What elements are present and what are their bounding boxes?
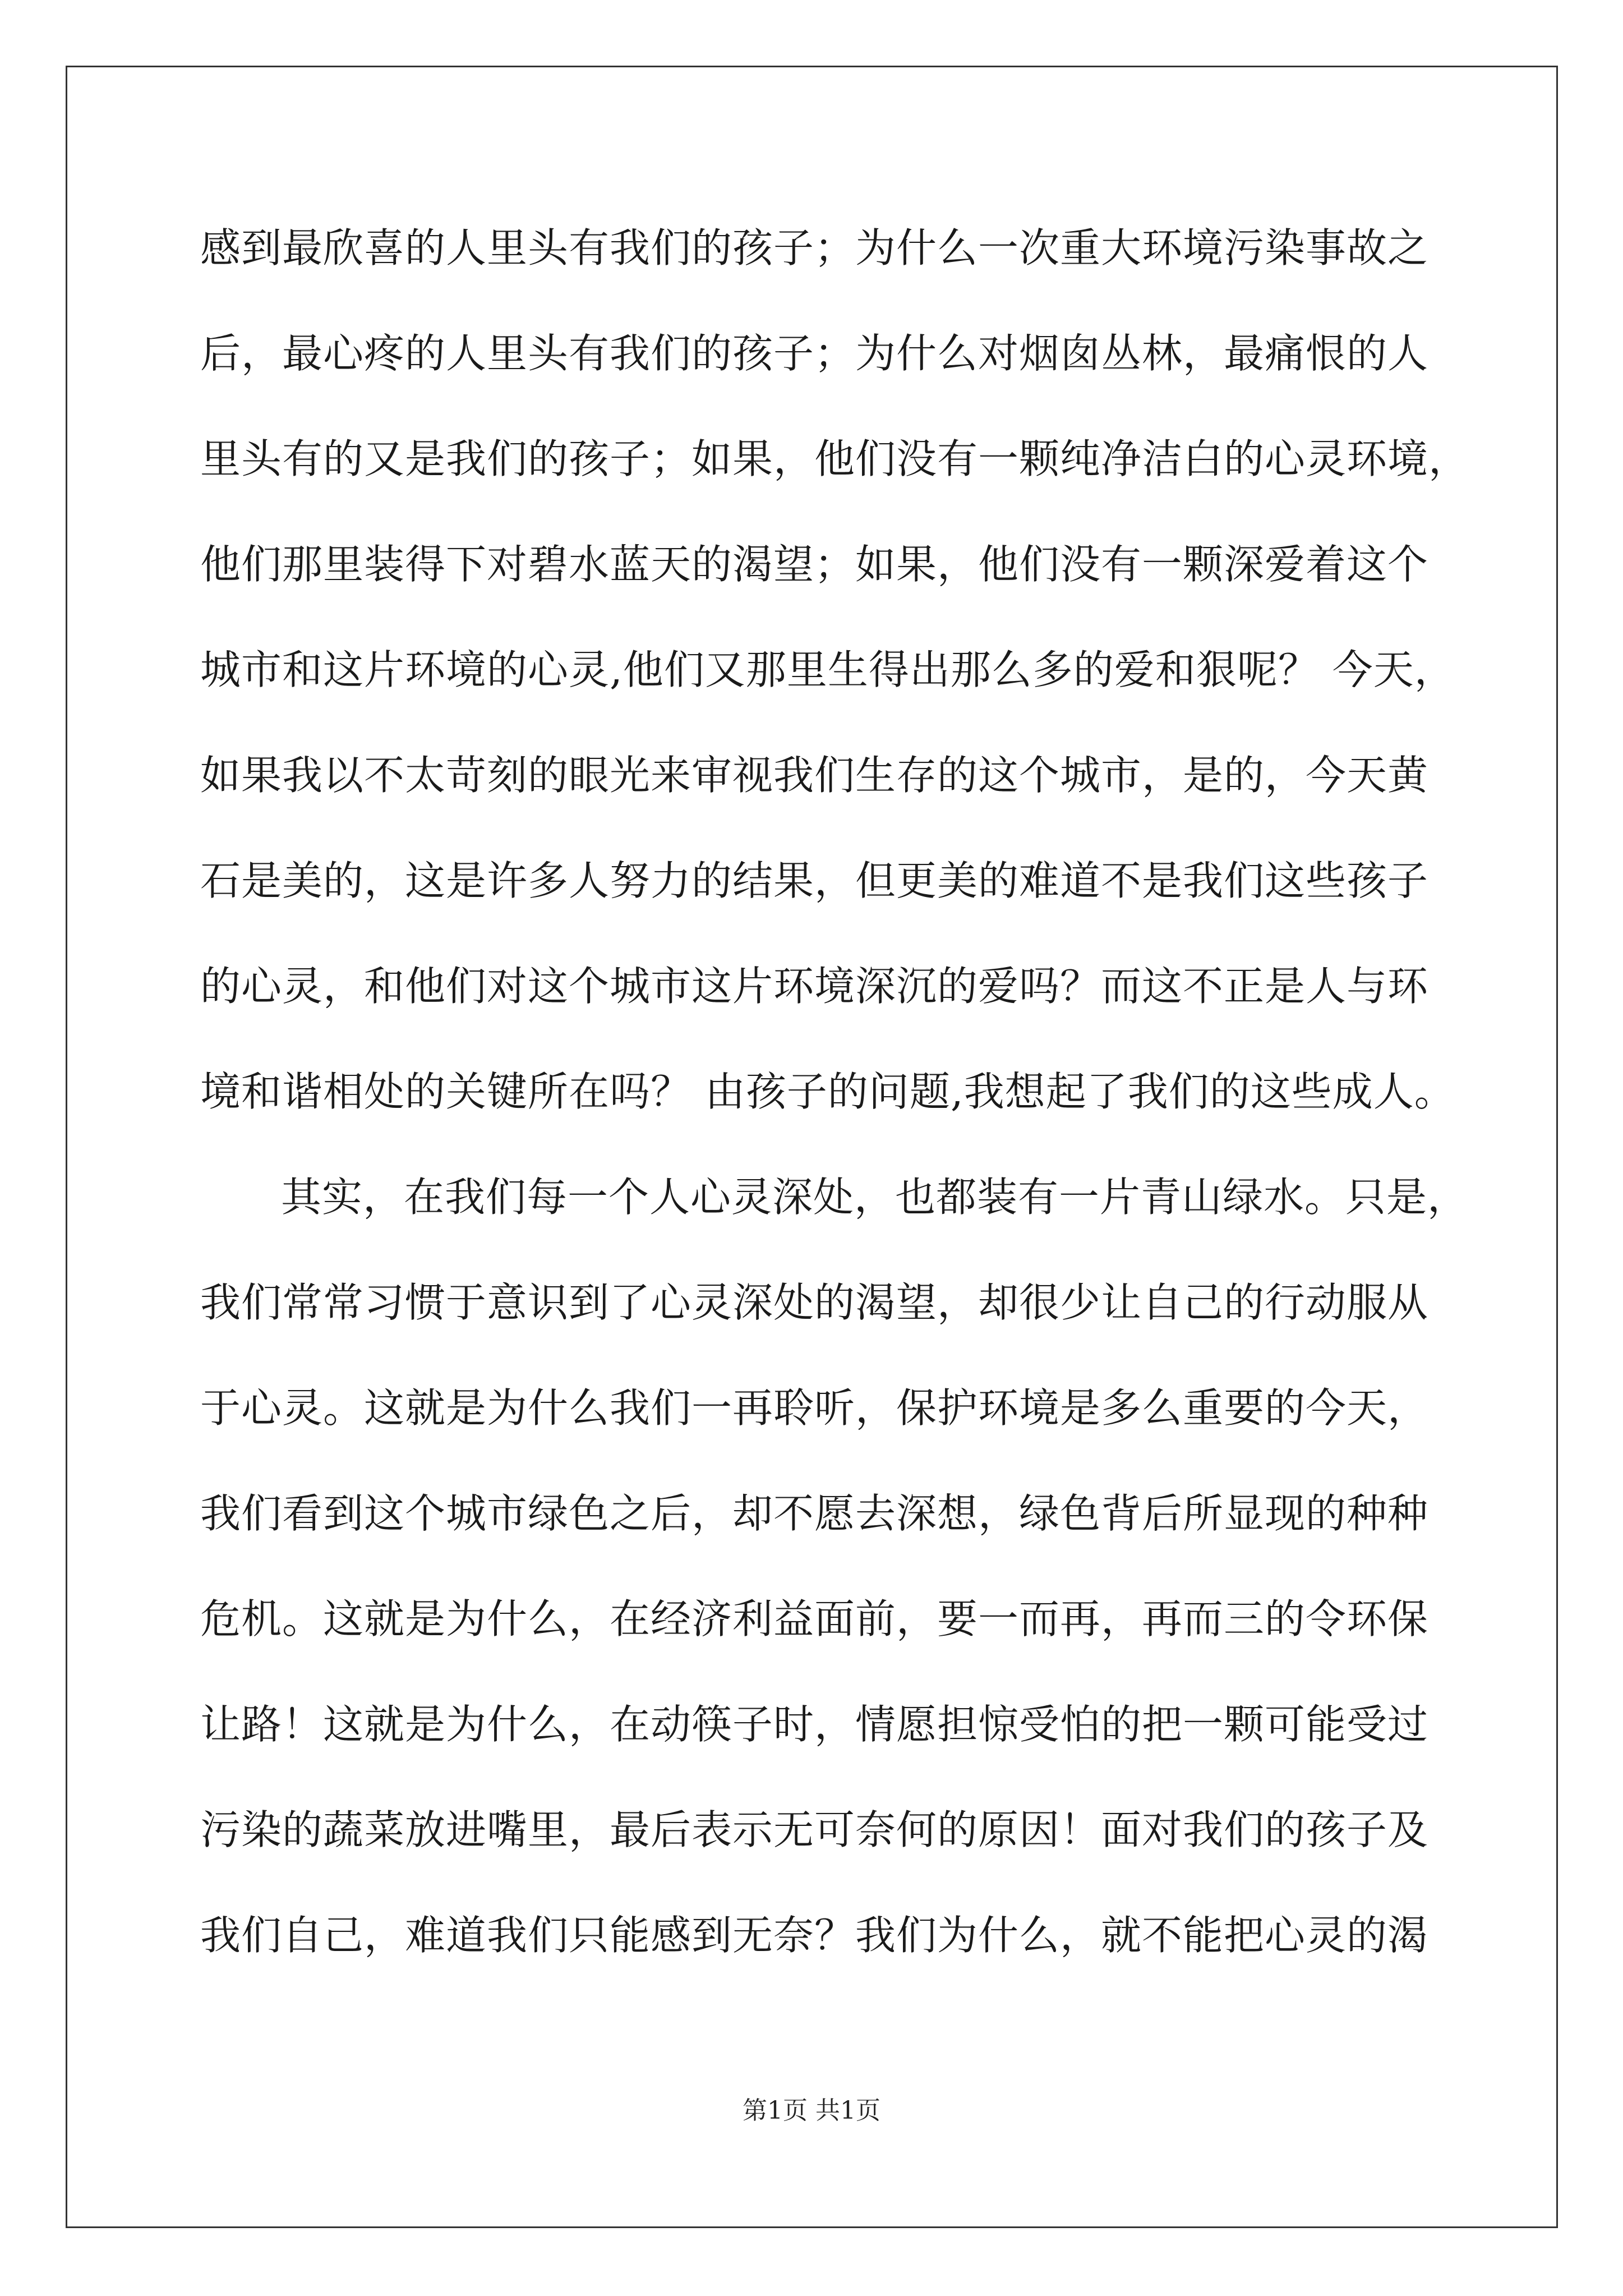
text-line-2: 后，最心疼的人里头有我们的孩子；为什么对烟囱丛林，最痛恨的人 [200,330,1429,377]
text-line-14: 危机。这就是为什么，在经济利益面前，要一而再，再而三的令环保 [200,1595,1429,1642]
text-line-7: 石是美的，这是许多人努力的结果，但更美的难道不是我们这些孩子 [200,857,1429,904]
text-line-10: 其实，在我们每一个人心灵深处，也都装有一片青山绿水。只是， [281,1174,1469,1221]
text-line-15: 让路！这就是为什么，在动筷子时，情愿担惊受怕的把一颗可能受过 [200,1701,1429,1748]
text-line-5: 城市和这片环境的心灵,他们又那里生得出那么多的爱和狠呢？ 今天， [200,646,1455,693]
text-line-3: 里头有的又是我们的孩子；如果，他们没有一颗纯净洁白的心灵环境， [200,435,1470,482]
text-line-13: 我们看到这个城市绿色之后，却不愿去深想，绿色背后所显现的种种 [200,1490,1429,1537]
page-footer: 第1页 共1页 [743,2096,880,2125]
text-line-8: 的心灵，和他们对这个城市这片环境深沉的爱吗？而这不正是人与环 [200,963,1429,1010]
text-line-1: 感到最欣喜的人里头有我们的孩子；为什么一次重大环境污染事故之 [200,224,1429,272]
text-line-17: 我们自己，难道我们只能感到无奈？我们为什么，就不能把心灵的渴 [200,1912,1429,1959]
text-line-9: 境和谐相处的关键所在吗？ 由孩子的问题,我想起了我们的这些成人。 [200,1068,1455,1115]
text-line-11: 我们常常习惯于意识到了心灵深处的渴望，却很少让自己的行动服从 [200,1279,1429,1326]
text-line-12: 于心灵。这就是为什么我们一再聆听，保护环境是多么重要的今天， [200,1384,1429,1432]
text-line-4: 他们那里装得下对碧水蓝天的渴望；如果，他们没有一颗深爱着这个 [200,541,1429,588]
text-line-16: 污染的蔬菜放进嘴里，最后表示无可奈何的原因！面对我们的孩子及 [200,1806,1429,1853]
page-border [66,66,1558,2228]
text-line-6: 如果我以不太苛刻的眼光来审视我们生存的这个城市，是的，今天黄 [200,752,1429,799]
